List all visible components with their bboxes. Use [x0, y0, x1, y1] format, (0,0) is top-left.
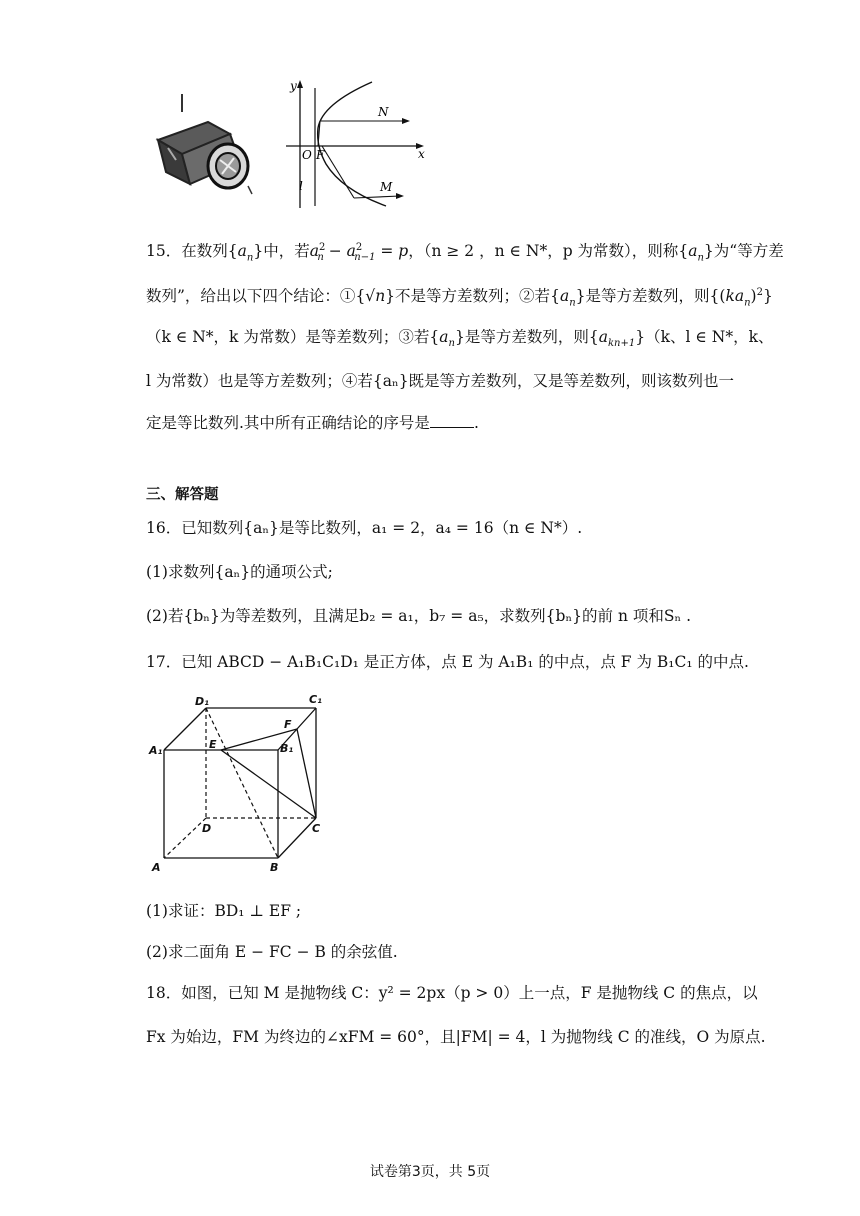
vertex-c: C	[312, 822, 321, 835]
label-l: l	[299, 179, 303, 193]
q17-line-1: 17．已知 ABCD − A₁B₁C₁D₁ 是正方体，点 E 为 A₁B₁ 的中点，点 F 为 B₁C₁ 的中点.	[146, 653, 749, 671]
label-f: F	[316, 148, 325, 162]
q16-part-1: (1)求数列{aₙ}的通项公式;	[146, 563, 333, 581]
answer-blank	[430, 413, 474, 428]
parabola-figure	[282, 78, 432, 212]
vertex-f: F	[284, 718, 292, 731]
vertex-d: D	[202, 822, 212, 835]
section-heading: 三、解答题	[146, 487, 219, 503]
q15-line-2: 数列”，给出以下四个结论：①{√n}不是等方差数列；②若$\{a_n\}$是等方差数列，则$\{(ka_n)^2\}$	[146, 287, 773, 309]
vertex-d1: D₁	[195, 695, 209, 708]
vertex-e: E	[209, 738, 217, 751]
vertex-a1: A₁	[149, 744, 163, 757]
label-m: M	[380, 180, 393, 194]
vertex-c1: C₁	[309, 693, 322, 706]
q15-line-1: 15．在数列$\{a_n\}$中，若$a^2_n - a^2_{n-1} = p$，（n ≥ 2 ，n ∈ N*，p 为常数），则称$\{a_n\}$为“等方差	[146, 242, 784, 264]
q15-line-5: 定是等比数列.其中所有正确结论的序号是 .	[146, 414, 479, 432]
q17-part-2: (2)求二面角 E − FC − B 的余弦值.	[146, 943, 398, 961]
label-n: N	[378, 105, 389, 119]
cube-figure	[146, 690, 336, 875]
page-footer: 试卷第3页，共 5页	[369, 1164, 491, 1180]
q16-part-2: (2)若{bₙ}为等差数列，且满足b₂ = a₁，b₇ = a₅，求数列{bₙ}的前 n 项和Sₙ .	[146, 607, 692, 625]
q18-line-2: Fx 为始边，FM 为终边的∠xFM = 60°，且|FM| = 4，l 为抛物线 C 的准线，O 为原点.	[146, 1028, 766, 1046]
label-o: O	[302, 148, 312, 162]
q15-line-4: l 为常数）也是等方差数列；④若{aₙ}既是等方差数列，又是等差数列，则该数列也一	[146, 372, 735, 390]
q18-line-1: 18．如图，已知 M 是抛物线 C：y² = 2px（p > 0）上一点，F 是抛物线 C 的焦点，以	[146, 984, 758, 1002]
q16-line-1: 16．已知数列{aₙ}是等比数列，a₁ = 2，a₄ = 16（n ∈ N*）.	[146, 519, 583, 537]
vertex-b1: B₁	[280, 742, 294, 755]
q15-line-3: （k ∈ N*，k 为常数）是等差数列；③若$\{a_n\}$是等方差数列，则$\{a_{kn+1}\}(k$、l ∈ N*，k、	[146, 328, 774, 350]
vertex-b: B	[270, 861, 279, 874]
flashlight-image	[148, 88, 260, 200]
q17-part-1: (1)求证：BD₁ ⊥ EF ;	[146, 902, 302, 920]
label-x: x	[418, 147, 425, 161]
label-y: y	[290, 79, 297, 93]
vertex-a: A	[152, 861, 161, 874]
